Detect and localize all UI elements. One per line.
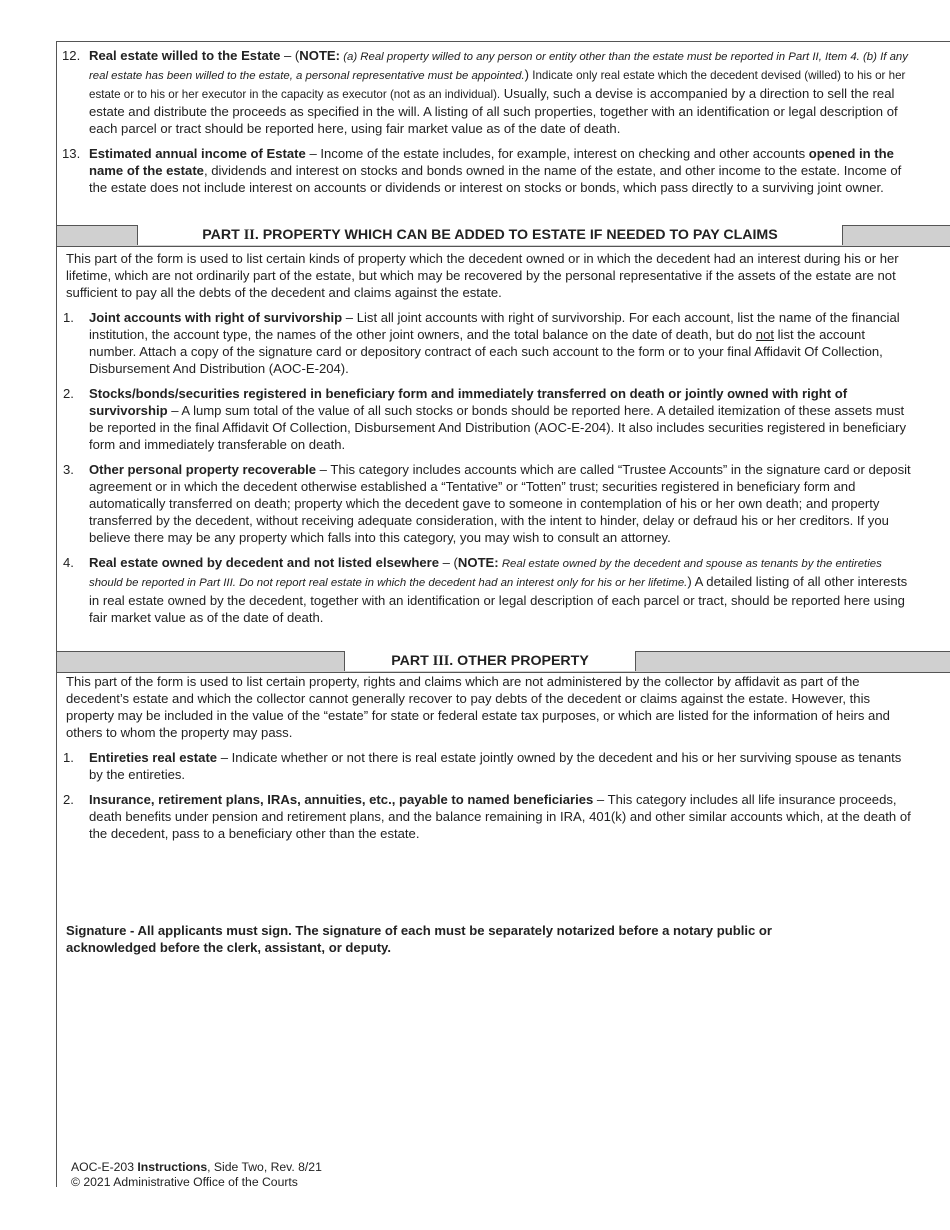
side-revision: , Side Two, Rev. 8/21 xyxy=(207,1160,322,1174)
part-2-item-other-personal-property xyxy=(63,461,912,546)
title-suffix: . PROPERTY WHICH CAN BE ADDED TO ESTATE IF NEEDED TO PAY CLAIMS xyxy=(254,227,778,243)
part-2-intro: This part of the form is used to list certain kinds of property which the decedent owned or in which the decedent had an interest during his or her lifetime, which are not ordinarily part of the estate, but which may be recovered by the personal representative if the assets of the estate are not sufficient to pay all the debts of the decedent and claims against the estate. xyxy=(66,251,899,300)
item-text: – A lump sum total of the value of all such stocks or bonds should be reported here. A detailed itemization of these assets must be reported in the final Affidavit Of Collection, Disbursement And Distribution (AOC-E-204). It also includes securities registered in beneficiary form and immediately transferable on death. xyxy=(89,403,907,452)
title-suffix: . OTHER PROPERTY xyxy=(449,653,589,669)
part-3-intro: This part of the form is used to list certain property, rights and claims which are not administered by the collector by affidavit as part of the decedent’s estate and which the collector cannot generally recover to pay debts of the decedent or claims against the estate. However, this property may be included in the value of the “estate” for state or federal estate tax purposes, or which are listed for the information of heirs and others to whom the property may pass. xyxy=(66,674,890,740)
item-text: , dividends and interest on stocks and bonds owned in the name of the estate, and other income to the estate. Income of the estate does not include interest on accounts or dividends or interest on stocks or bonds, which pass directly to a surviving joint owner. xyxy=(89,163,902,195)
part-3-content xyxy=(63,673,912,850)
item-number: 13. xyxy=(62,146,81,161)
part-3-item-entireties xyxy=(63,749,912,783)
dash: – ( xyxy=(280,48,300,63)
signature-instruction: Signature - All applicants must sign. The signature of each must be separately notarized before a notary public or acknowledged before the clerk, assistant, or deputy. xyxy=(66,923,772,955)
item-text: list the account number. Attach a copy of the signature card or depository contract of each such account to the form or to your final Affidavit Of Collection, Disbursement And Distribution (AOC-E-204). xyxy=(89,327,883,376)
part-2-content xyxy=(63,250,912,634)
item-12-real-estate-willed xyxy=(62,47,912,137)
note-label: NOTE: xyxy=(299,48,341,63)
item-text: Usually, such a devise is accompanied by a direction to sell the real estate and distribute the proceeds as specified in the will. A listing of all such properties, together with an identification or legal description of each parcel or tract should be reported here, using fair market value as of the date of death. xyxy=(89,86,898,136)
dash: – ( xyxy=(439,555,458,570)
item-text: – List all joint accounts with right of survivorship. For each account, list the name of the financial institution, the account type, the names of the other joint owners, and the total balance on the date of death, but do xyxy=(89,310,900,342)
item-13-estimated-income xyxy=(62,145,912,196)
item-title: Real estate willed to the Estate xyxy=(89,48,281,63)
instructions-label: Instructions xyxy=(137,1160,208,1174)
title-prefix: PART xyxy=(202,227,244,243)
part-3-item-insurance xyxy=(63,791,912,842)
item-bold-text: opened in the name of the estate xyxy=(89,146,894,178)
note-text: (a) Real property willed to any person or entity other than the estate must be reported in Part II, Item 4. (b) If any real estate has been willed to the estate, a personal representative must be appointed. xyxy=(89,51,908,82)
item-number: 2. xyxy=(63,792,74,807)
part-2-item-stocks-bonds xyxy=(63,385,912,453)
item-title: Estimated annual income of Estate xyxy=(89,146,306,161)
item-number: 1. xyxy=(63,750,74,765)
item-number: 4. xyxy=(63,555,74,570)
item-title: Stocks/bonds/securities registered in beneficiary form and immediately transferred on death or jointly owned with right of survivorship xyxy=(89,386,848,418)
copyright: © 2021 Administrative Office of the Courts xyxy=(71,1175,298,1189)
underlined-word: not xyxy=(755,327,774,342)
part-3-heading-bar xyxy=(57,651,950,673)
title-roman: II xyxy=(243,227,255,243)
top-item-list xyxy=(62,47,912,196)
part-2-item-real-estate-owned xyxy=(63,554,912,626)
form-id: AOC-E-203 xyxy=(71,1160,138,1174)
item-text: – Income of the estate includes, for example, interest on checking and other accounts xyxy=(305,146,809,161)
note-label: NOTE: xyxy=(457,555,499,570)
item-title: Real estate owned by decedent and not listed elsewhere xyxy=(89,555,439,570)
item-number: 2. xyxy=(63,386,74,401)
item-small-text: Indicate only real estate which the decedent devised (willed) to his or her estate or to his or her executor in the capacity as executor (not as an individual). xyxy=(89,69,906,101)
close-paren: ) xyxy=(687,574,692,589)
item-number: 12. xyxy=(62,48,81,63)
part-3-item-list xyxy=(63,749,912,842)
part-2-item-joint-accounts xyxy=(63,309,912,377)
item-number: 1. xyxy=(63,310,74,325)
item-text: – This category includes accounts which are called “Trustee Accounts” in the signature card or deposit agreement or in which the decedent otherwise established a “Tentative” or “Totten” trust; securities registered in beneficiary form and automatically transferred on death; property which the decedent gave to someone in contemplation of his or her own death; and property transferred by the decedent, without receiving adequate consideration, with the intent to hinder, delay or defraud his or her creditors. If you believe there may be any property which falls into this category, you may wish to consult an attorney. xyxy=(89,462,911,545)
top-items xyxy=(62,47,912,204)
form-revision xyxy=(71,1160,322,1175)
part-2-item-list xyxy=(63,309,912,626)
item-text: – This category includes all life insurance proceeds, death benefits under pension and retirement plans, and the balance remaining in IRA, 401(k) and other similar accounts which, at the death of the decedent, pass to a beneficiary other than the estate. xyxy=(89,792,911,841)
footer xyxy=(71,1160,322,1190)
item-text: A detailed listing of all other interests in real estate owned by the decedent, together with an identification or legal description of each parcel or tract, should be reported here using fair market value as of the date of death. xyxy=(89,574,908,625)
item-title: Entireties real estate xyxy=(89,750,218,765)
part-3-title xyxy=(344,651,636,671)
close-paren: ) xyxy=(524,67,530,82)
item-number: 3. xyxy=(63,462,74,477)
part-2-title xyxy=(137,225,843,245)
item-text: – Indicate whether or not there is real estate jointly owned by the decedent and his or her surviving spouse as tenants by the entireties. xyxy=(89,750,902,782)
title-prefix: PART xyxy=(391,653,433,669)
part-2-heading-bar xyxy=(57,225,950,247)
item-title: Joint accounts with right of survivorship xyxy=(89,310,343,325)
title-roman: III xyxy=(432,653,450,669)
item-title: Other personal property recoverable xyxy=(89,462,317,477)
note-text: Real estate owned by the decedent and spouse as tenants by the entireties should be reported in Part III. Do not report real estate in which the decedent had an interest only for his or her lifetime. xyxy=(89,558,882,589)
item-title: Insurance, retirement plans, IRAs, annuities, etc., payable to named beneficiaries xyxy=(89,792,594,807)
